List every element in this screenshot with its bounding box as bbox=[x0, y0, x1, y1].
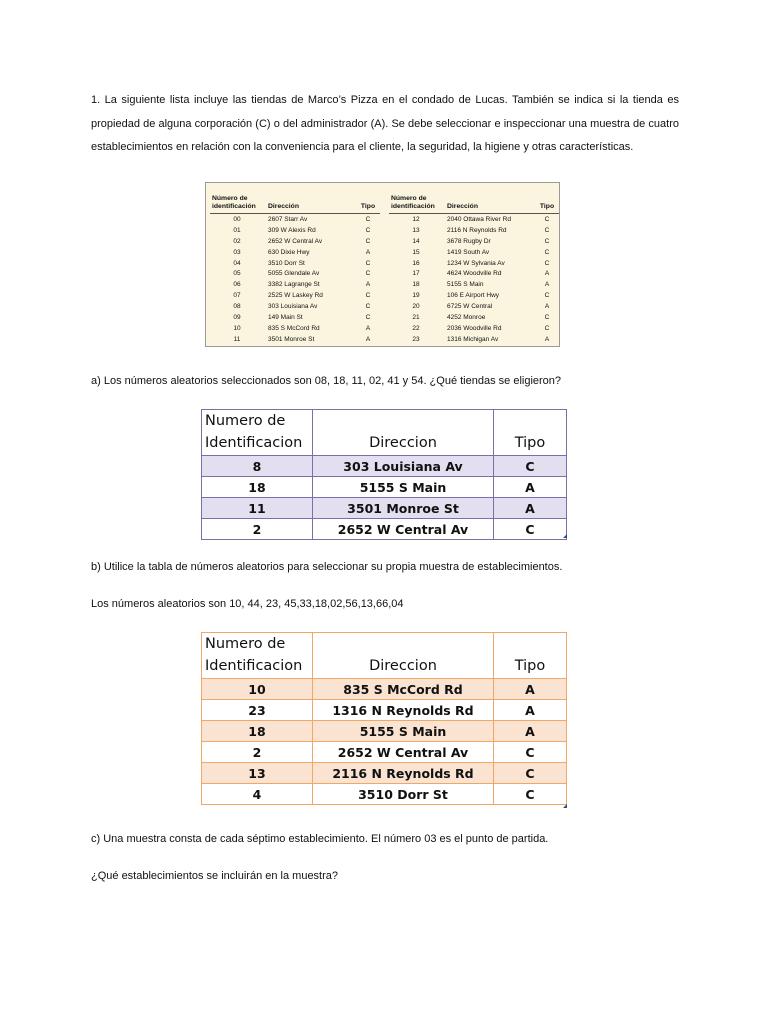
store-id: 15 bbox=[412, 248, 420, 256]
cell-id: 18 bbox=[202, 721, 313, 742]
store-address: 2607 Starr Av bbox=[268, 215, 308, 223]
source-table-right bbox=[389, 189, 559, 345]
header-dir: Dirección bbox=[447, 203, 478, 210]
question-b: b) Utilice la tabla de números aleatorios para seleccionar su propia muestra de establecimientos. bbox=[91, 561, 563, 573]
source-table-row bbox=[210, 268, 380, 279]
source-table-row bbox=[389, 301, 559, 312]
col-header-dir: Direccion bbox=[313, 410, 494, 456]
table-row bbox=[202, 763, 567, 784]
col-header-dir: Direccion bbox=[313, 633, 494, 679]
cell-address: 5155 S Main bbox=[313, 721, 494, 742]
cell-type: C bbox=[494, 742, 567, 763]
source-table-row bbox=[389, 323, 559, 334]
store-id: 07 bbox=[233, 292, 241, 300]
store-id: 16 bbox=[412, 259, 420, 267]
store-address: 835 S McCord Rd bbox=[268, 324, 320, 332]
source-table-row bbox=[389, 290, 559, 301]
store-address: 2525 W Laskey Rd bbox=[268, 292, 323, 300]
store-address: 149 Main St bbox=[268, 313, 303, 321]
store-type: C bbox=[365, 303, 371, 311]
question-c2: ¿Qué establecimientos se incluirán en la muestra? bbox=[91, 870, 339, 882]
store-address: 106 E Airport Hwy bbox=[447, 292, 500, 300]
store-type: C bbox=[544, 237, 550, 245]
question-a: a) Los números aleatorios seleccionados son 08, 18, 11, 02, 41 y 54. ¿Qué tiendas se eligieron? bbox=[91, 375, 562, 387]
cell-id: 2 bbox=[202, 742, 313, 763]
header-tipo: Tipo bbox=[360, 203, 376, 210]
store-address: 3678 Rugby Dr bbox=[447, 237, 491, 245]
source-table-row bbox=[210, 312, 380, 323]
store-type: C bbox=[365, 313, 371, 321]
store-address: 3382 Lagrange St bbox=[268, 281, 320, 289]
table-row bbox=[202, 784, 567, 805]
cell-id: 2 bbox=[202, 519, 313, 540]
store-id: 22 bbox=[412, 324, 420, 332]
cell-id: 18 bbox=[202, 477, 313, 498]
table-resize-handle[interactable] bbox=[563, 804, 567, 808]
store-type: C bbox=[365, 259, 371, 267]
source-table-row bbox=[210, 279, 380, 290]
table-row bbox=[202, 456, 567, 477]
cell-address: 3501 Monroe St bbox=[313, 498, 494, 519]
store-id: 17 bbox=[412, 270, 420, 278]
cell-id: 8 bbox=[202, 456, 313, 477]
store-id: 19 bbox=[412, 292, 420, 300]
source-table-header bbox=[389, 189, 559, 214]
store-type: A bbox=[544, 335, 550, 343]
source-table-row bbox=[389, 225, 559, 236]
cell-address: 5155 S Main bbox=[313, 477, 494, 498]
store-type: C bbox=[365, 226, 371, 234]
source-table-right-rows bbox=[389, 214, 559, 345]
store-id: 18 bbox=[412, 281, 420, 289]
store-id: 21 bbox=[412, 313, 420, 321]
cell-type: C bbox=[494, 763, 567, 784]
table-row bbox=[202, 742, 567, 763]
source-table-row bbox=[389, 214, 559, 225]
source-table-row bbox=[389, 258, 559, 269]
random-numbers-b: Los números aleatorios son 10, 44, 23, 45,33,18,02,56,13,66,04 bbox=[91, 598, 404, 610]
store-address: 303 Louisiana Av bbox=[268, 303, 318, 311]
store-address: 2116 N Reynolds Rd bbox=[447, 226, 507, 234]
store-address: 3501 Monroe St bbox=[268, 335, 315, 343]
store-address: 1419 South Av bbox=[447, 248, 490, 256]
col-header-id: Numero de Identificacion bbox=[202, 633, 313, 679]
store-address: 4252 Monroe bbox=[447, 313, 486, 321]
cell-address: 835 S McCord Rd bbox=[313, 679, 494, 700]
store-id: 04 bbox=[233, 259, 241, 267]
header-dir: Dirección bbox=[268, 203, 299, 210]
store-address: 2036 Woodville Rd bbox=[447, 324, 502, 332]
store-type: C bbox=[544, 313, 550, 321]
header-tipo: Tipo bbox=[539, 203, 555, 210]
store-type: C bbox=[544, 215, 550, 223]
store-type: C bbox=[544, 292, 550, 300]
source-table-image bbox=[205, 182, 560, 347]
cell-address: 1316 N Reynolds Rd bbox=[313, 700, 494, 721]
cell-type: A bbox=[494, 477, 567, 498]
store-type: A bbox=[365, 324, 371, 332]
store-id: 05 bbox=[233, 270, 241, 278]
store-id: 23 bbox=[412, 335, 420, 343]
result-table-a-body bbox=[202, 456, 567, 540]
intro-paragraph: 1. La siguiente lista incluye las tiendas de Marco’s Pizza en el condado de Lucas. También se indica si la tienda es propiedad de alguna corporación (C) o del administrador (A). Se debe seleccionar e inspeccionar una muestra de cuatro establecimientos en relación con la conveniencia para el cliente, la seguridad, la higiene y otras características. bbox=[91, 94, 679, 153]
store-id: 01 bbox=[233, 226, 241, 234]
cell-type: C bbox=[494, 784, 567, 805]
store-address: 1316 Michigan Av bbox=[447, 335, 499, 343]
source-table-row bbox=[210, 323, 380, 334]
cell-address: 2652 W Central Av bbox=[313, 742, 494, 763]
store-type: A bbox=[544, 281, 550, 289]
cell-id: 10 bbox=[202, 679, 313, 700]
store-type: C bbox=[544, 248, 550, 256]
store-id: 10 bbox=[233, 324, 241, 332]
source-table-row bbox=[389, 334, 559, 345]
cell-address: 2652 W Central Av bbox=[313, 519, 494, 540]
store-address: 6725 W Central bbox=[447, 303, 493, 311]
cell-type: A bbox=[494, 700, 567, 721]
store-type: C bbox=[365, 237, 371, 245]
store-address: 1234 W Sylvania Av bbox=[447, 259, 505, 267]
source-table-row bbox=[210, 236, 380, 247]
table-row bbox=[202, 721, 567, 742]
source-table-row bbox=[389, 247, 559, 258]
store-address: 630 Dixie Hwy bbox=[268, 248, 310, 256]
store-type: C bbox=[544, 259, 550, 267]
source-table-row bbox=[210, 258, 380, 269]
table-row bbox=[202, 679, 567, 700]
store-type: A bbox=[365, 335, 371, 343]
cell-id: 13 bbox=[202, 763, 313, 784]
table-row bbox=[202, 477, 567, 498]
store-id: 14 bbox=[412, 237, 420, 245]
cell-address: 2116 N Reynolds Rd bbox=[313, 763, 494, 784]
store-id: 06 bbox=[233, 281, 241, 289]
cell-id: 23 bbox=[202, 700, 313, 721]
result-table-b bbox=[201, 632, 567, 805]
store-id: 00 bbox=[233, 215, 241, 223]
store-id: 09 bbox=[233, 313, 241, 321]
store-type: C bbox=[365, 292, 371, 300]
source-table-left-rows bbox=[210, 214, 380, 345]
store-address: 309 W Alexis Rd bbox=[268, 226, 316, 234]
result-table-b-body bbox=[202, 679, 567, 805]
store-id: 08 bbox=[233, 303, 241, 311]
table-resize-handle[interactable] bbox=[563, 534, 567, 538]
header-id: Número de identificación bbox=[212, 195, 256, 210]
source-table-row bbox=[210, 290, 380, 301]
store-type: A bbox=[544, 303, 550, 311]
store-id: 02 bbox=[233, 237, 241, 245]
store-type: C bbox=[544, 226, 550, 234]
cell-type: C bbox=[494, 519, 567, 540]
cell-address: 3510 Dorr St bbox=[313, 784, 494, 805]
cell-type: A bbox=[494, 679, 567, 700]
source-table-left bbox=[210, 189, 380, 345]
cell-type: C bbox=[494, 456, 567, 477]
store-type: A bbox=[544, 270, 550, 278]
store-type: A bbox=[365, 281, 371, 289]
source-table-row bbox=[210, 301, 380, 312]
store-id: 12 bbox=[412, 215, 420, 223]
table-row bbox=[202, 700, 567, 721]
store-address: 5055 Glendale Av bbox=[268, 270, 320, 278]
store-address: 3510 Dorr St bbox=[268, 259, 305, 267]
store-id: 11 bbox=[233, 335, 241, 343]
table-row bbox=[202, 519, 567, 540]
source-table-row bbox=[389, 279, 559, 290]
cell-type: A bbox=[494, 498, 567, 519]
col-header-tipo: Tipo bbox=[494, 410, 567, 456]
store-type: A bbox=[365, 248, 371, 256]
source-table-header bbox=[210, 189, 380, 214]
cell-address: 303 Louisiana Av bbox=[313, 456, 494, 477]
store-address: 2040 Ottawa River Rd bbox=[447, 215, 511, 223]
store-id: 13 bbox=[412, 226, 420, 234]
header-id: Número de identificación bbox=[391, 195, 435, 210]
store-address: 2652 W Central Av bbox=[268, 237, 323, 245]
cell-id: 11 bbox=[202, 498, 313, 519]
store-address: 5155 S Main bbox=[447, 281, 484, 289]
table-row bbox=[202, 498, 567, 519]
source-table-row bbox=[210, 214, 380, 225]
source-table-row bbox=[210, 247, 380, 258]
col-header-tipo: Tipo bbox=[494, 633, 567, 679]
source-table-row bbox=[389, 236, 559, 247]
source-table-row bbox=[389, 268, 559, 279]
question-c: c) Una muestra consta de cada séptimo establecimiento. El número 03 es el punto de partida. bbox=[91, 833, 549, 845]
store-type: C bbox=[365, 215, 371, 223]
cell-type: A bbox=[494, 721, 567, 742]
source-table-row bbox=[389, 312, 559, 323]
store-id: 20 bbox=[412, 303, 420, 311]
source-table-row bbox=[210, 225, 380, 236]
cell-id: 4 bbox=[202, 784, 313, 805]
col-header-id: Numero de Identificacion bbox=[202, 410, 313, 456]
store-type: C bbox=[544, 324, 550, 332]
store-address: 4624 Woodville Rd bbox=[447, 270, 502, 278]
result-table-a bbox=[201, 409, 567, 540]
source-table-row bbox=[210, 334, 380, 345]
store-type: C bbox=[365, 270, 371, 278]
store-id: 03 bbox=[233, 248, 241, 256]
